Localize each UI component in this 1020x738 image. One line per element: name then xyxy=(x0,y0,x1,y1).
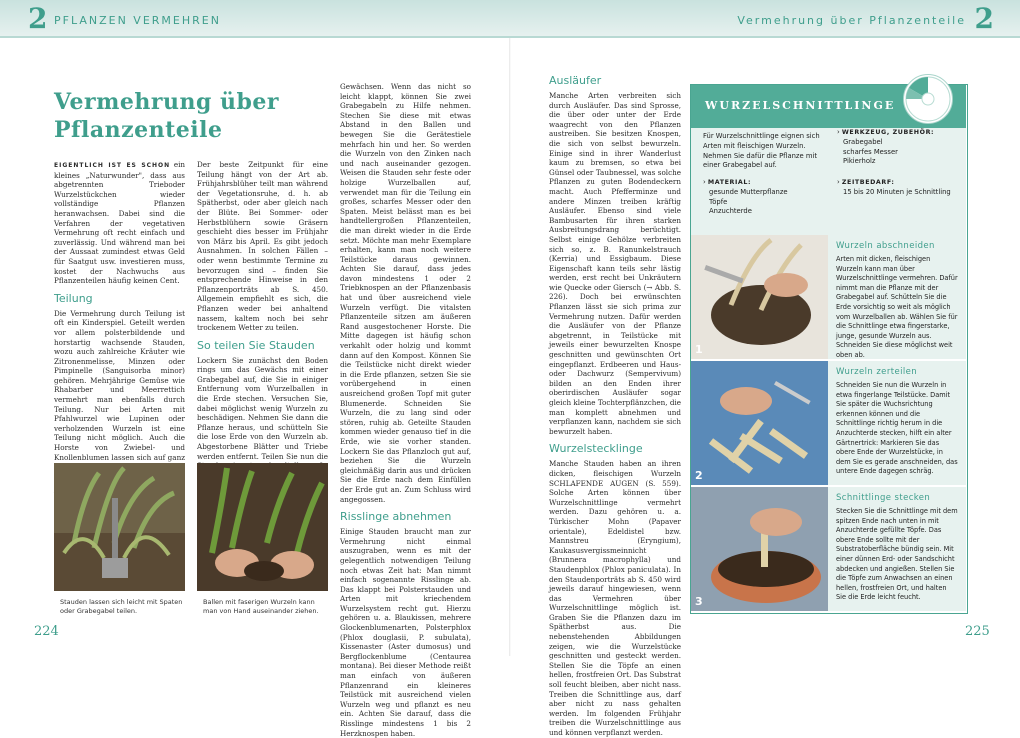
step-2-text-panel xyxy=(828,361,966,485)
timing-text: Der beste Zeitpunkt für eine Teilung hängt von der Art ab. Frühjahrsblüher teilt man während der Vegetationsruhe, d. h. ab Spätherbst, oder aber gleich nach der Blüte. Bei Sommer- oder Herbstblühern sowie Gräsern geschieht dies besser im Frühjahr von März bis April. Es gibt jedoch Ausnahmen. In solchen Fällen – oder wenn bestimmte Termine zu bevorzugen sind – finden Sie entsprechende Hinweise in den Pflanzenporträts ab S. 450. Allgemein empfiehlt es sich, die Pflanzen weder bei anhaltend nassem, kaltem noch bei sehr trockenem Wetter zu teilen. xyxy=(197,160,328,333)
arrow-icon: › xyxy=(837,178,842,186)
so-teilen-heading: So teilen Sie Stauden xyxy=(197,338,315,352)
page-gutter xyxy=(509,38,511,656)
teilung-heading: Teilung xyxy=(54,291,93,305)
calendar-dial-icon xyxy=(903,74,953,124)
step-1 xyxy=(691,235,966,359)
intro-text: ein kleines „Naturwunder", dass aus abgetrennten Trieboder Wurzelstückchen wieder vollständige Pflanzen heranwachsen. Dabei sind die Verfahren der vegetativen Vermehrung oft recht einfach und zuverlässig. Und während man bei der Aussaat zumindest etwas Geld für Saatgut usw. investieren muss, kostet der Nachwuchs aus Pflanzenteilen häufig keinen Cent. xyxy=(54,160,185,286)
step-2-photo xyxy=(691,361,828,485)
wurzelstecklinge-heading: Wurzelstecklinge xyxy=(549,442,643,456)
intro-lead: EIGENTLICH IST ES SCHON xyxy=(54,162,171,169)
chapter-label-left: PFLANZEN VERMEHREN xyxy=(54,14,221,27)
box-intro: Für Wurzelschnittlinge eignen sich Arten mit fleischigen Wurzeln. Nehmen Sie dafür die Pflanze mit einer Grabegabel auf. xyxy=(703,132,820,170)
step-1-text-panel xyxy=(828,235,966,359)
step-1-title: Wurzeln abschneiden xyxy=(836,241,935,251)
material-section xyxy=(703,178,831,217)
risslinge-text: Einige Stauden braucht man zur Vermehrung nicht einmal auszugraben, wenn es mit der gelegentlich notwendigen Teilung noch etwas Zeit hat: Man nimmt einfach sogenannte Risslinge ab. Das klappt bei Polsterstauden und Arten mit kriechendem Wurzelsystem recht gut. Hierzu gehören u. a. Blaukissen, mehrere Glockenblumenarten, Polsterphlox (Phlox douglasii, P. subulata), Kissenaster (Aster dumosus) und Bergflockenblume (Centaurea montana). Bei dieser Methode reißt man einfach von äußeren Pflanzenrand ein kleineres Teilstück mit ausreichend vielen Wurzeln weg und pflanzt es neu ein. Achten Sie darauf, dass die Risslinge mindestens 1 bis 2 Herzknospen haben. xyxy=(340,527,471,738)
werkzeug-items: Grabegabel scharfes Messer Pikierholz xyxy=(843,137,898,166)
zeitbedarf-section xyxy=(837,178,963,198)
box-title: WURZELSCHNITTLINGE xyxy=(705,99,896,112)
risslinge-heading: Risslinge abnehmen xyxy=(340,510,452,524)
photo-spade-division xyxy=(54,463,185,591)
werkzeug-label: WERKZEUG, ZUBEHÖR: xyxy=(841,129,935,136)
auslaeufer-text: Manche Arten verbreiten sich durch Ausläufer. Das sind Sprosse, die über oder unter der Erde waagrecht von den Pflanzen austreiben. Sie besitzen Knospen, die sich von selbst bewurzeln. Einige sind in ihrer Wanderlust kaum zu bremsen, so etwa bei Günsel oder Taubnessel, was solche Pflanzen zu guten Bodendeckern macht. Auch Pfefferminze und andere Minzen treiben kräftig Ausläufer. Ebenso sind viele Bambusarten für ihren starken Ausbreitungsdrang berüchtigt. Selbst einige Gehölze verbreiten sich so, z. B. Ranunkelstrauch (Kerria) und Essigbaum. Diese Eigenschaft kann teils sehr lästig werden, erst recht bei Unkräutern wie Quecke oder Giersch (→ Abb. S. 226). Doch bei erwünschten Pflanzen lässt sie sich prima zur Vermehrung nutzen. Dafür werden die Ausläufer von der Pflanze abgetrennt, in Teilstücke mit jeweils einer bewurzelten Knospe geschnitten und gewünschten Ort eingepflanzt. Erdbeeren und Haus- oder Dachwurz (Sempervivum) bilden an den Enden ihrer oberirdischen Ausläufer sogar gleich kleine Tochterpflänzchen, die man komplett abnehmen und verpflanzen kann, nachdem sie sich bewurzelt haben. xyxy=(549,91,681,436)
arrow-icon: › xyxy=(837,128,842,136)
step-2-text: Schneiden Sie nun die Wurzeln in etwa fingerlange Teilstücke. Damit Sie später die Wuchsrichtung erkennen können und die Schnittlinge richtig herum in die Anzuchterde stecken, hilft ein alter Gärtnertrick: Markieren Sie das obere Ende der Wurzelstücke, in dem Sie es gerade anschneiden, das untere Ende dagegen schräg. xyxy=(836,381,958,476)
wurzelschnittlinge-box xyxy=(690,84,968,614)
step-3-text: Stecken Sie die Schnittlinge mit dem spitzen Ende nach unten in mit Anzuchterde gefüllte Töpfe. Das obere Ende sollte mit der Substratoberfläche bündig sein. Mit einer dünnen Erd- oder Sandschicht abdecken und angießen. Stellen Sie die Töpfe zum Anwachsen an einen hellen, frostfreien Ort, und halten Sie die Erde leicht feucht. xyxy=(836,507,958,602)
chapter-number-left: 2 xyxy=(28,2,48,35)
auslaeufer-heading: Ausläufer xyxy=(549,74,602,87)
step-2-title: Wurzeln zerteilen xyxy=(836,367,918,377)
photo-hand-division xyxy=(197,463,328,591)
caption-photo-2: Ballen mit faserigen Wurzeln kann man von Hand auseinander ziehen. xyxy=(203,598,319,615)
teilung-text: Die Vermehrung durch Teilung ist oft ein Kinderspiel. Geteilt werden vor allem polsterbildende und horstartig wachsende Stauden, wozu auch zahlreiche Kräuter wie Zitronenmelisse, Minzen oder Pimpinelle (Sanguisorba minor) gehören. Mehrjährige Gemüse wie Rhabarber und Meerrettich vermehrt man ebenfalls durch Teilung. Nur bei Arten mit Pfahlwurzel wie Lupinen oder verholzenden Wurzeln ist eine Teilung nicht möglich. Auch die Horste von Zwiebel- und Knollenblumen lassen sich auf ganz xyxy=(54,308,185,462)
column-2 xyxy=(197,160,328,461)
chapter-label-right: Vermehrung über Pflanzenteile xyxy=(737,14,966,27)
page-header xyxy=(0,0,1020,38)
material-items: gesunde Mutterpflanze Töpfe Anzuchterde xyxy=(709,187,788,216)
column-4 xyxy=(549,74,681,737)
page-number-left: 224 xyxy=(34,624,59,639)
step-2 xyxy=(691,361,966,485)
zeitbedarf-label: ZEITBEDARF: xyxy=(841,179,895,186)
page-number-right: 225 xyxy=(965,624,990,639)
material-label: MATERIAL: xyxy=(707,179,752,186)
wurzelstecklinge-text: Manche Stauden haben an ihren dicken, fleischigen Wurzeln SCHLAFENDE AUGEN (S. 559). Solche Arten können über Wurzelschnittlinge vermehrt werden. Dazu gehören u. a. Türkischer Mohn (Papaver orientale), Edeldistel bzw. Mannstreu (Eryngium), Kaukasusvergissmeinnicht (Brunnera macrophylla) und Staudenphlox (Phlox paniculata). In den Staudenporträts ab S. 450 wird jeweils darauf hingewiesen, wenn das Vermehren über Wurzelschnittlinge möglich ist. Graben Sie die Pflanzen dazu im Spätherbst aus. Die nebenstehenden Abbildungen zeigen, wie die Wurzelstücke geschnitten und gesteckt werden. Stellen Sie die Töpfe an einen hellen, frostfreien Ort. Das Substrat soll feucht bleiben, aber nicht nass. Treiben die Schnittlinge aus, darf aber nicht zu nass gehalten werden. Im folgenden Frühjahr treiben die Wurzelschnittlinge aus und können verpflanzt werden. xyxy=(549,459,681,737)
step-3-text-panel xyxy=(828,487,966,611)
step-3 xyxy=(691,487,966,611)
step-number: 1 xyxy=(695,343,703,356)
column-3-text: Gewächsen. Wenn das nicht so leicht klappt, können Sie zwei Grabegabeln zu Hilfe nehmen. Stechen Sie diese mit etwas Abstand in den Ballen und bewegen Sie die Gerätestiele mehrfach hin und her. So werden die Wurzeln von den Zinken nach und nach auseinander gezogen. Weisen die Stauden sehr feste oder holzige Wurzelballen auf, verwendet man für die Teilung ein großes, scharfes Messer oder den Spaten. Meist belässt man es bei handtellergroßen Pflanzenteilen, die man direkt wieder in die Erde setzt. Möchte man mehr Exemplare erhalten, kann man noch weitere Teilstücke daraus gewinnen. Achten Sie darauf, dass jedes davon mindestens 1 oder 2 Triebknospen an der Pflanzenbasis hat und über ausreichend viele Wurzeln verfügt. Die vitalsten Pflanzenteile sitzen am äußeren Rand ausgestochener Horste. Die Mitte dagegen ist häufig schon verkahlt oder holzig und kommt dann auf den Kompost. Können Sie die Teilstücke nicht direkt wieder in die Erde pflanzen, setzen Sie sie vorübergehend in einen ausreichend großen Topf mit guter Blumenerde. Schneiden Sie Wurzeln, die zu lang sind oder stören, ruhig ab. Geteilte Stauden kommen wieder genauso tief in die Erde, wie sie vorher standen. Lockern Sie das Pflanzloch gut auf, beziehen Sie die Wurzeln gleichmäßig darin aus und drücken Sie die Erde nach dem Einfüllen der Erde gut an. Zum Schluss wird angegossen. xyxy=(340,82,471,504)
column-3 xyxy=(340,82,471,738)
zeitbedarf-value: 15 bis 20 Minuten je Schnittling xyxy=(843,187,951,196)
chapter-number-right: 2 xyxy=(974,2,994,35)
step-number: 2 xyxy=(695,469,703,482)
page-title: Vermehrung über Pflanzenteile xyxy=(54,89,279,143)
caption-photo-1: Stauden lassen sich leicht mit Spaten oder Grabegabel teilen. xyxy=(60,598,183,615)
step-1-photo xyxy=(691,235,828,359)
step-number: 3 xyxy=(695,595,703,608)
step-3-photo xyxy=(691,487,828,611)
arrow-icon: › xyxy=(703,178,708,186)
step-1-text: Arten mit dicken, fleischigen Wurzeln kann man über Wurzelschnittlinge vermehren. Dafür nimmt man die Pflanze mit der Grabegabel auf. Schütteln Sie die Erde vorsichtig so weit als möglich vom Wurzelballen ab. Wählen Sie für die Schnittlinge etwa fingerstarke, junge, gesunde Wurzeln aus. Schneiden Sie diese möglichst weit oben ab. xyxy=(836,255,958,359)
column-1 xyxy=(54,160,185,462)
so-teilen-text: Lockern Sie zunächst den Boden rings um das Gewächs mit einer Grabegabel auf, die Sie in einiger Entfernung vom Wurzelballen in die Erde stechen. Versuchen Sie, dabei möglichst wenig Wurzeln zu beschädigen. Nehmen Sie dann die Pflanze heraus, und schütteln Sie die lose Erde von den Wurzeln ab. Abgestorbene Blätter und Triebe werden entfernt. Teilen Sie nun die xyxy=(197,355,328,461)
werkzeug-section xyxy=(837,128,963,167)
step-3-title: Schnittlinge stecken xyxy=(836,493,931,503)
